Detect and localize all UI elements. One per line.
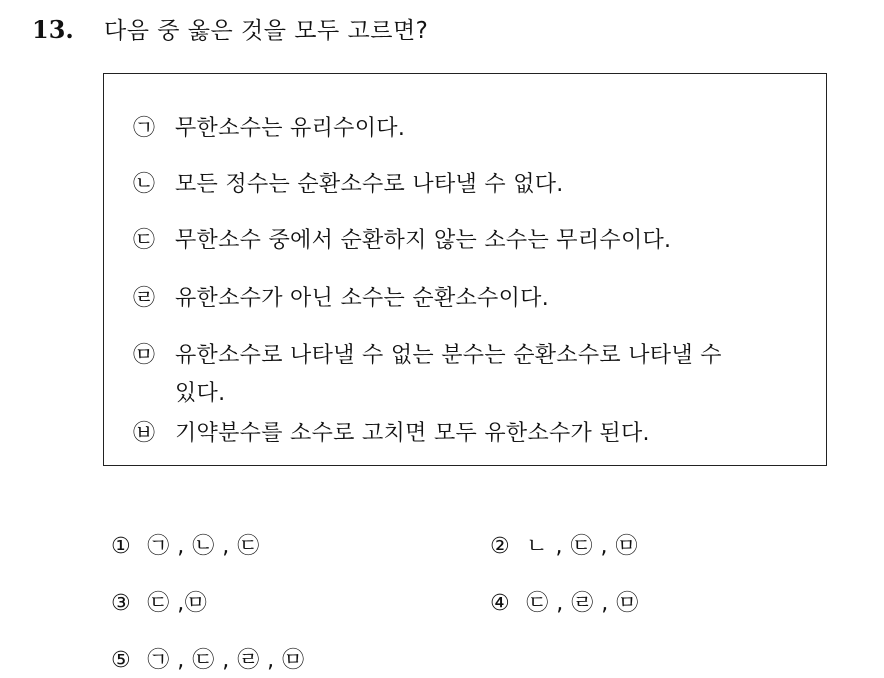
statement-item	[133, 222, 783, 260]
statement-text: 유한소수로 나타낼 수 없는 분수는 순환소수로 나타낼 수 있다.	[175, 343, 722, 406]
statement-item	[133, 337, 743, 413]
statement-text: 기약분수를 소수로 고치면 모두 유한소수가 된다.	[175, 421, 650, 446]
question-header	[32, 12, 428, 49]
statement-box	[103, 73, 827, 466]
choice-number: ②	[490, 534, 511, 559]
statement-item	[133, 415, 783, 453]
statement-marker: ㉡	[133, 172, 156, 197]
question-number: 13.	[32, 15, 74, 44]
answer-choice-4[interactable]	[490, 587, 639, 621]
choice-number: ⑤	[111, 648, 132, 673]
answer-choice-3[interactable]	[111, 587, 207, 621]
choice-number: ①	[111, 534, 132, 559]
statement-item	[133, 280, 783, 318]
choice-number: ④	[490, 591, 511, 616]
statement-marker: ㉢	[133, 228, 156, 253]
statement-marker: ㉠	[133, 116, 156, 141]
question-text: 다음 중 옳은 것을 모두 고르면?	[104, 18, 429, 44]
choice-text: ㄴ , ㉢ , ㉤	[526, 534, 638, 559]
choice-number: ③	[111, 591, 132, 616]
statement-marker: ㉣	[133, 286, 156, 311]
statement-marker: ㉥	[133, 421, 156, 446]
statement-text: 무한소수는 유리수이다.	[175, 116, 406, 141]
statement-item	[133, 110, 783, 148]
answer-choice-2[interactable]	[490, 530, 638, 564]
statement-marker: ㉤	[133, 343, 156, 368]
statement-text: 유한소수가 아닌 소수는 순환소수이다.	[175, 286, 550, 311]
choice-text: ㉠ , ㉢ , ㉣ , ㉤	[147, 648, 305, 673]
choice-text: ㉠ , ㉡ , ㉢	[147, 534, 260, 559]
statement-item	[133, 166, 783, 204]
statement-text: 모든 정수는 순환소수로 나타낼 수 없다.	[175, 172, 564, 197]
choice-text: ㉢ , ㉣ , ㉤	[526, 591, 639, 616]
choice-text: ㉢ ,㉤	[147, 591, 208, 616]
statement-text: 무한소수 중에서 순환하지 않는 소수는 무리수이다.	[175, 228, 672, 253]
answer-choice-1[interactable]	[111, 530, 260, 564]
